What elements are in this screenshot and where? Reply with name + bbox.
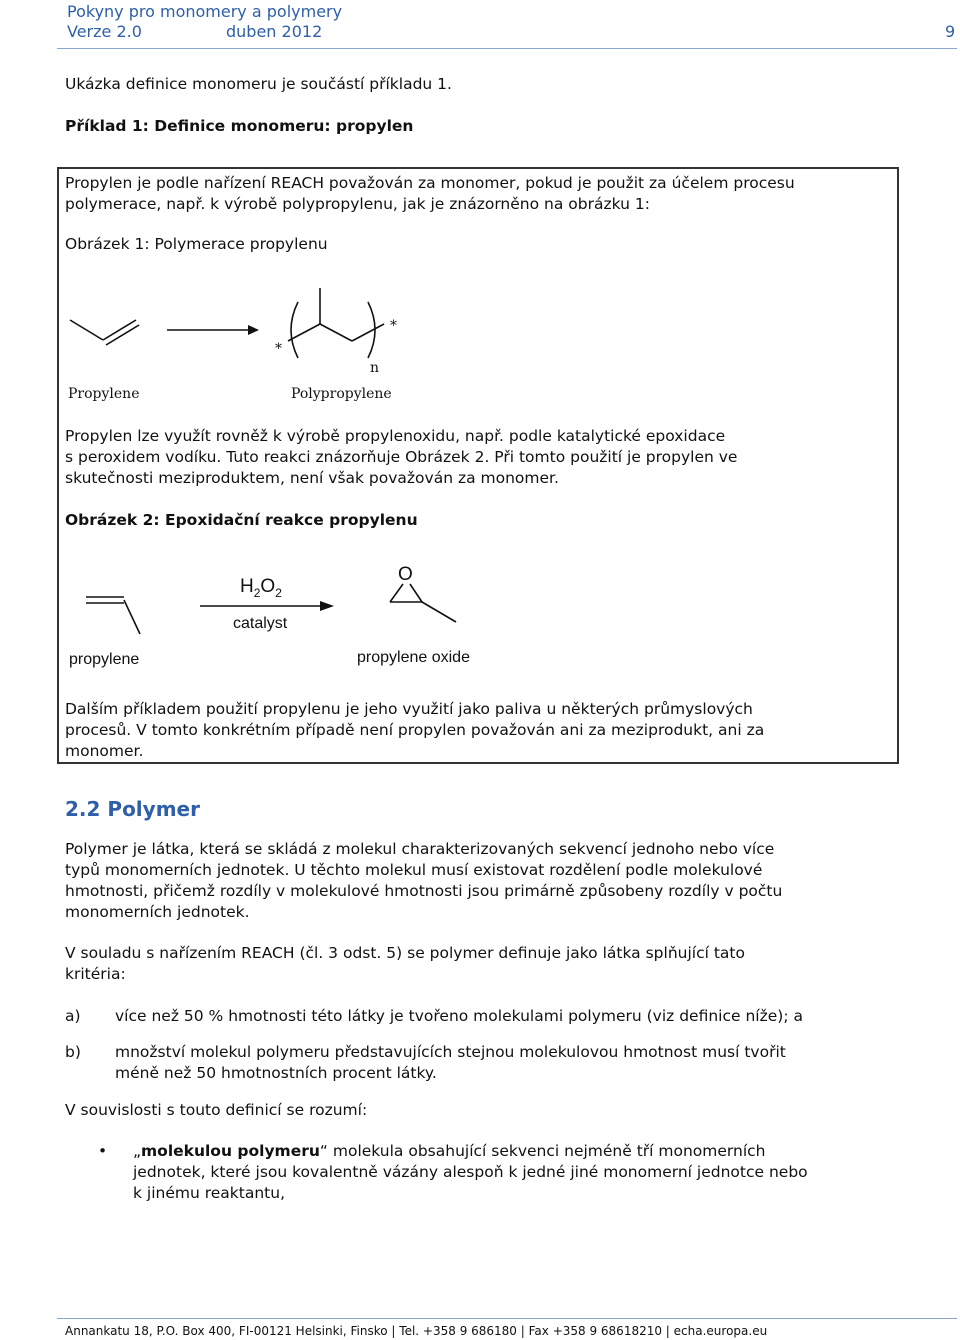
- propylene-single-bond: [70, 320, 103, 340]
- polymer-bracket-left: [291, 302, 298, 358]
- reagent-h2o2: [240, 576, 282, 600]
- reach-paragraph-line-2: kritéria:: [65, 965, 126, 983]
- polymer-subscript-n: n: [370, 360, 380, 376]
- footer-rule: [57, 1318, 957, 1319]
- bullet-term: molekulou polymeru: [141, 1142, 320, 1160]
- box-paragraph-2-line-1: Propylen lze využít rovněž k výrobě propylenoxidu, např. podle katalytické epoxidace: [65, 427, 726, 445]
- box-paragraph-2-line-3: skutečnosti meziproduktem, není však považován za monomer.: [65, 469, 559, 487]
- section-heading: [65, 797, 200, 821]
- figure-2-title: Obrázek 2: Epoxidační reakce propylenu: [65, 511, 418, 529]
- example-title: Příklad 1: Definice monomeru: propylen: [65, 117, 414, 135]
- criterion-a-line-1: více než 50 % hmotnosti této látky je tvořeno molekulami polymeru (viz definice níže); a: [115, 1007, 803, 1025]
- polymer-paragraph-line-4: monomerních jednotek.: [65, 903, 250, 921]
- section-number: 2.2: [65, 797, 101, 821]
- box-paragraph-2-line-2: s peroxidem vodíku. Tuto reakci znázorňuje Obrázek 2. Při tomto použití je propylen ve: [65, 448, 738, 466]
- header-rule: [57, 48, 957, 49]
- epoxide-methyl-bond: [422, 602, 456, 622]
- propene-single-bond: [124, 600, 140, 634]
- reaction-arrowhead: [248, 325, 259, 335]
- polymer-paragraph-line-3: hmotnosti, přičemž rozdíly v molekulové hmotnosti jsou primárně způsobeny rozdíly v počtu: [65, 882, 783, 900]
- page-number: 9: [945, 22, 956, 41]
- figure-1-label-polypropylene: Polypropylene: [291, 386, 392, 402]
- document-version: Verze 2.0: [67, 22, 142, 41]
- criterion-b-marker: b): [65, 1043, 81, 1061]
- bullet-symbol: •: [98, 1142, 108, 1160]
- reagent-sub-2b: 2: [275, 585, 282, 600]
- reach-paragraph-line-1: V souladu s nařízením REACH (čl. 3 odst. 5) se polymer definuje jako látka splňující tato: [65, 944, 745, 962]
- criterion-a-marker: a): [65, 1007, 81, 1025]
- box-paragraph-3-line-1: Dalším příkladem použití propylenu je jeho využití jako paliva u některých průmyslových: [65, 700, 753, 718]
- bullet-open-quote: „: [133, 1142, 142, 1160]
- box-paragraph-1-line-1: Propylen je podle nařízení REACH považován za monomer, pokud je použit za účelem procesu: [65, 174, 795, 192]
- polymer-star-right: *: [390, 318, 397, 334]
- epoxide-ring-left: [390, 584, 403, 602]
- epoxidation-arrowhead: [320, 601, 334, 611]
- polymer-paragraph-line-2: typů monomerních jednotek. U těchto molekul musí existovat rozdělení podle molekulové: [65, 861, 763, 879]
- polymer-star-left: *: [275, 341, 282, 357]
- epoxide-oxygen: O: [398, 564, 413, 585]
- intro-text: Ukázka definice monomeru je součástí příkladu 1.: [65, 75, 452, 93]
- box-paragraph-1-line-2: polymerace, např. k výrobě polypropylenu, jak je znázorněno na obrázku 1:: [65, 195, 650, 213]
- epoxide-ring-right: [410, 584, 422, 602]
- figure-2-label-propylene-oxide: propylene oxide: [357, 649, 470, 666]
- context-line: V souvislosti s touto definicí se rozumí:: [65, 1101, 368, 1119]
- box-paragraph-3-line-2: procesů. V tomto konkrétním případě není propylen považován ani za meziprodukt, ani za: [65, 721, 765, 739]
- catalyst-label: catalyst: [233, 615, 288, 632]
- figure-1-title: Obrázek 1: Polymerace propylenu: [65, 235, 328, 253]
- figure-1-label-propylene: Propylene: [68, 386, 140, 402]
- box-paragraph-3-line-3: monomer.: [65, 742, 144, 760]
- figure-2-label-propylene: propylene: [69, 651, 140, 668]
- bullet-line-2: jednotek, které jsou kovalentně vázány alespoň k jedné jiné monomerní jednotce nebo: [133, 1163, 808, 1181]
- section-title: Polymer: [107, 797, 200, 821]
- footer-contact: Annankatu 18, P.O. Box 400, FI-00121 Helsinki, Finsko | Tel. +358 9 686180 | Fax +358 9 68618210 | echa.europa.eu: [65, 1324, 768, 1338]
- polymer-paragraph-line-1: Polymer je látka, která se skládá z molekul charakterizovaných sekvencí jednoho nebo více: [65, 840, 775, 858]
- criterion-b-line-1: množství molekul polymeru představujících stejnou molekulovou hmotnost musí tvořit: [115, 1043, 786, 1061]
- polymer-bond-3: [352, 324, 384, 341]
- bullet-close-quote: “: [319, 1142, 328, 1160]
- reagent-sub-2a: 2: [253, 585, 261, 600]
- reagent-o: O: [260, 576, 276, 597]
- polymer-bond-2: [320, 324, 352, 341]
- polymer-bond-1: [288, 324, 320, 341]
- bullet-first-rest: molekula obsahující sekvenci nejméně tří monomerních: [327, 1142, 766, 1160]
- bullet-line-3: k jinému reaktantu,: [133, 1184, 285, 1202]
- reagent-h: H: [240, 576, 254, 597]
- bullet-line-1: [133, 1141, 766, 1162]
- criterion-b-line-2: méně než 50 hmotnostních procent látky.: [115, 1064, 437, 1082]
- document-date: duben 2012: [226, 22, 323, 41]
- document-title: Pokyny pro monomery a polymery: [67, 2, 343, 21]
